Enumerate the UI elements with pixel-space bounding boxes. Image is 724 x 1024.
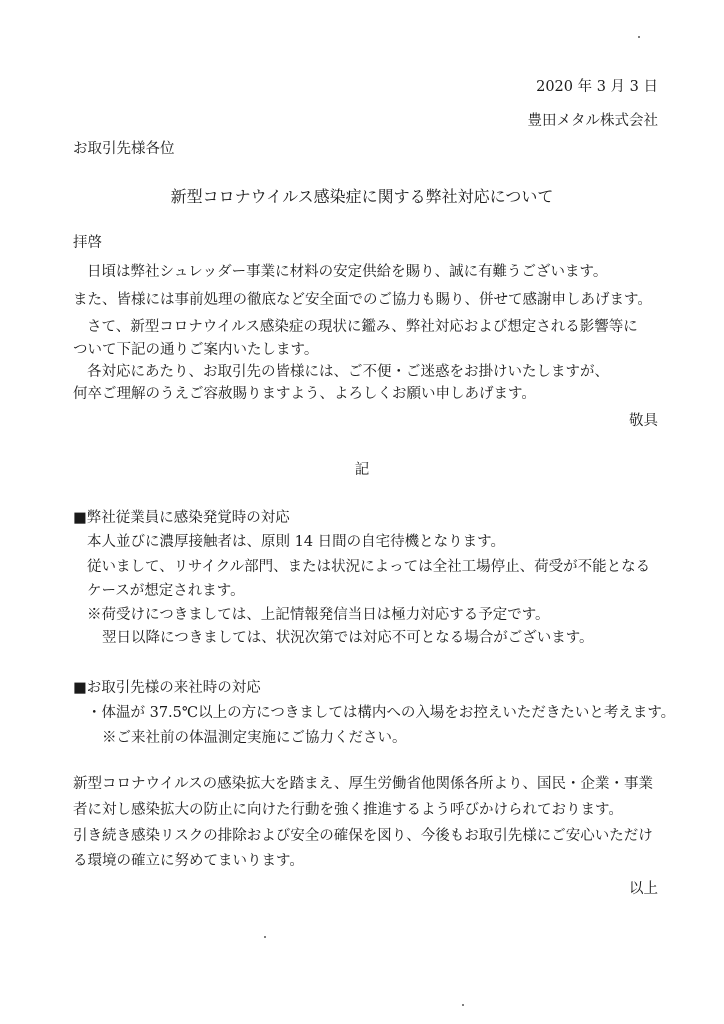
section1-line: 翌日以降につきましては、状況次第では対応不可となる場合がございます。	[102, 630, 594, 646]
closing-line: 引き続き感染リスクの排除および安全の確保を図り、今後もお取引先様にご安心いただけ	[73, 828, 653, 844]
section2-line: ・体温が 37.5℃以上の方につきましては構内への入場をお控えいただきたいと考えます。	[87, 705, 676, 721]
closing-line: る環境の確立に努めてまいります。	[73, 853, 304, 869]
body-line: 何卒ご理解のうえご容赦賜りますよう、よろしくお願い申しあげます。	[73, 386, 536, 402]
scan-speck	[462, 1004, 464, 1006]
document-title: 新型コロナウイルス感染症に関する弊社対応について	[170, 187, 554, 206]
date: 2020 年 3 月 3 日	[536, 79, 658, 95]
section2-heading: ■お取引先様の来社時の対応	[73, 680, 261, 696]
closing-line: 者に対し感染拡大の防止に向けた行動を強く推進するよう呼びかけられております。	[73, 802, 623, 818]
section1-line: ※荷受けにつきましては、上記情報発信当日は極力対応する予定です。	[87, 607, 550, 623]
body-line: さて、新型コロナウイルス感染症の現状に鑑み、弊社対応および想定される影響等に	[87, 319, 638, 335]
keigu: 敬具	[629, 413, 658, 429]
closing-line: 新型コロナウイルスの感染拡大を踏まえ、厚生労働省他関係各所より、国民・企業・事業	[73, 776, 653, 792]
salutation: 拝啓	[73, 235, 102, 251]
company-name: 豊田メタル株式会社	[527, 113, 658, 129]
section1-line: 本人並びに濃厚接触者は、原則 14 日間の自宅待機となります。	[87, 534, 506, 550]
section1-heading: ■弊社従業員に感染発覚時の対応	[73, 510, 290, 526]
section1-line: 従いまして、リサイクル部門、または状況によっては全社工場停止、荷受が不能となる	[87, 559, 651, 575]
ijo: 以上	[629, 881, 658, 897]
scan-speck	[638, 36, 640, 38]
body-line: また、皆様には事前処理の徹底など安全面でのご協力も賜り、併せて感謝申しあげます。	[73, 292, 652, 308]
addressee: お取引先様各位	[73, 141, 175, 157]
ki-heading: 記	[354, 462, 370, 478]
body-line: 各対応にあたり、お取引先の皆様には、ご不便・ご迷惑をお掛けいたしますが、	[87, 364, 609, 380]
body-line: 日頃は弊社シュレッダー事業に材料の安定供給を賜り、誠に有難うございます。	[87, 264, 608, 280]
body-line: ついて下記の通りご案内いたします。	[73, 342, 319, 358]
section2-line: ※ご来社前の体温測定実施にご協力ください。	[102, 730, 407, 746]
section1-line: ケースが想定されます。	[87, 583, 245, 599]
scan-speck	[264, 936, 266, 938]
